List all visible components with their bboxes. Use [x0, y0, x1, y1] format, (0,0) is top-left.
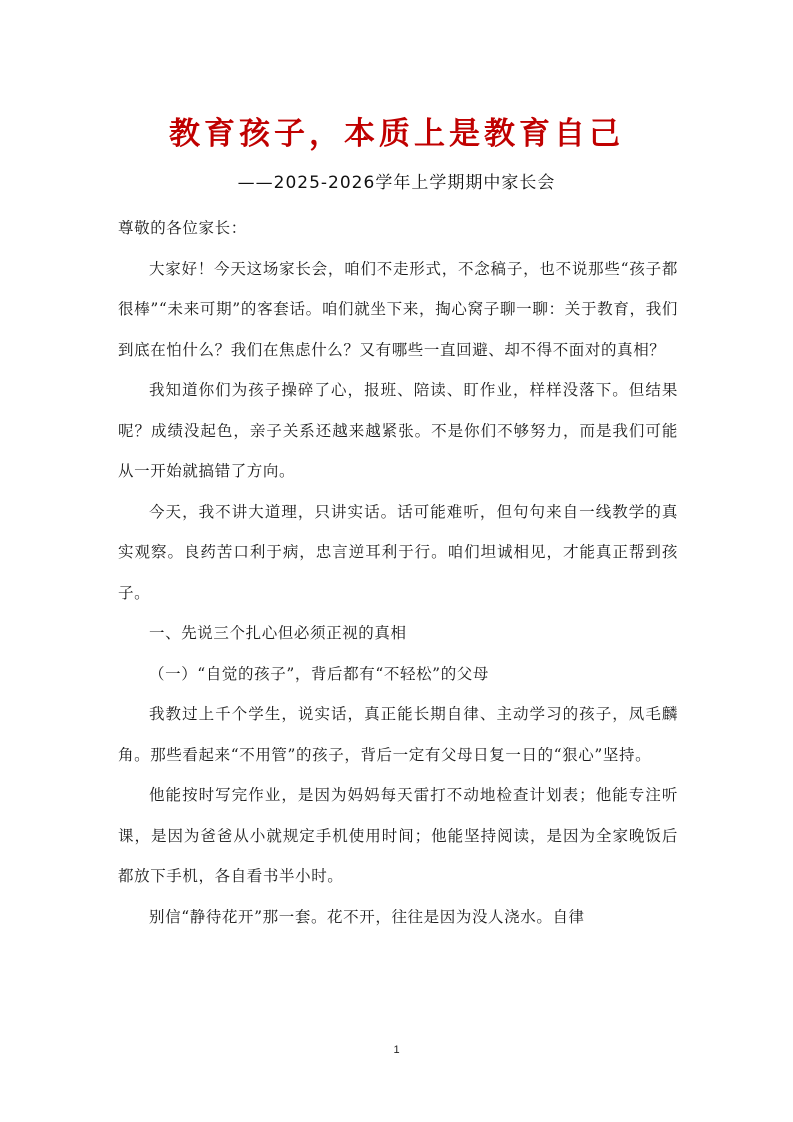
- paragraph: 别信“静待花开”那一套。花不开，往往是因为没人浇水。自律: [149, 907, 585, 926]
- document-body: [118, 208, 678, 937]
- paragraph: 我教过上千个学生，说实话，真正能长期自律、主动学习的孩子，凤毛麟角。那些看起来“不用管”的孩子，背后一定有父母日复一日的“狠心”坚持。: [118, 705, 678, 764]
- subsection-heading: （一）“自觉的孩子”，背后都有“不轻松”的父母: [149, 664, 489, 683]
- document-subtitle: ——2025-2026学年上学期期中家长会: [237, 173, 556, 193]
- paragraph: 我知道你们为孩子操碎了心，报班、陪读、盯作业，样样没落下。但结果呢？成绩没起色，亲子关系还越来越紧张。不是你们不够努力，而是我们可能从一开始就搞错了方向。: [118, 381, 678, 480]
- paragraph: 大家好！今天这场家长会，咱们不走形式，不念稿子，也不说那些“孩子都很棒”“未来可期”的客套话。咱们就坐下来，掏心窝子聊一聊：关于教育，我们到底在怕什么？我们在焦虑什么？又有哪些一直回避、却不得不面对的真相？: [118, 259, 678, 359]
- section-heading: 一、先说三个扎心但必须正视的真相: [149, 624, 407, 642]
- page-number: 1: [393, 1044, 400, 1056]
- paragraph: 今天，我不讲大道理，只讲实话。话可能难听，但句句来自一线教学的真实观察。良药苦口利于病，忠言逆耳利于行。咱们坦诚相见，才能真正帮到孩子。: [118, 502, 678, 602]
- document-title: 教育孩子，本质上是教育自己: [169, 116, 624, 152]
- salutation: 尊敬的各位家长：: [118, 219, 247, 237]
- paragraph: 他能按时写完作业，是因为妈妈每天雷打不动地检查计划表；他能专注听课，是因为爸爸从小就规定手机使用时间；他能坚持阅读，是因为全家晚饭后都放下手机，各自看书半小时。: [118, 786, 678, 885]
